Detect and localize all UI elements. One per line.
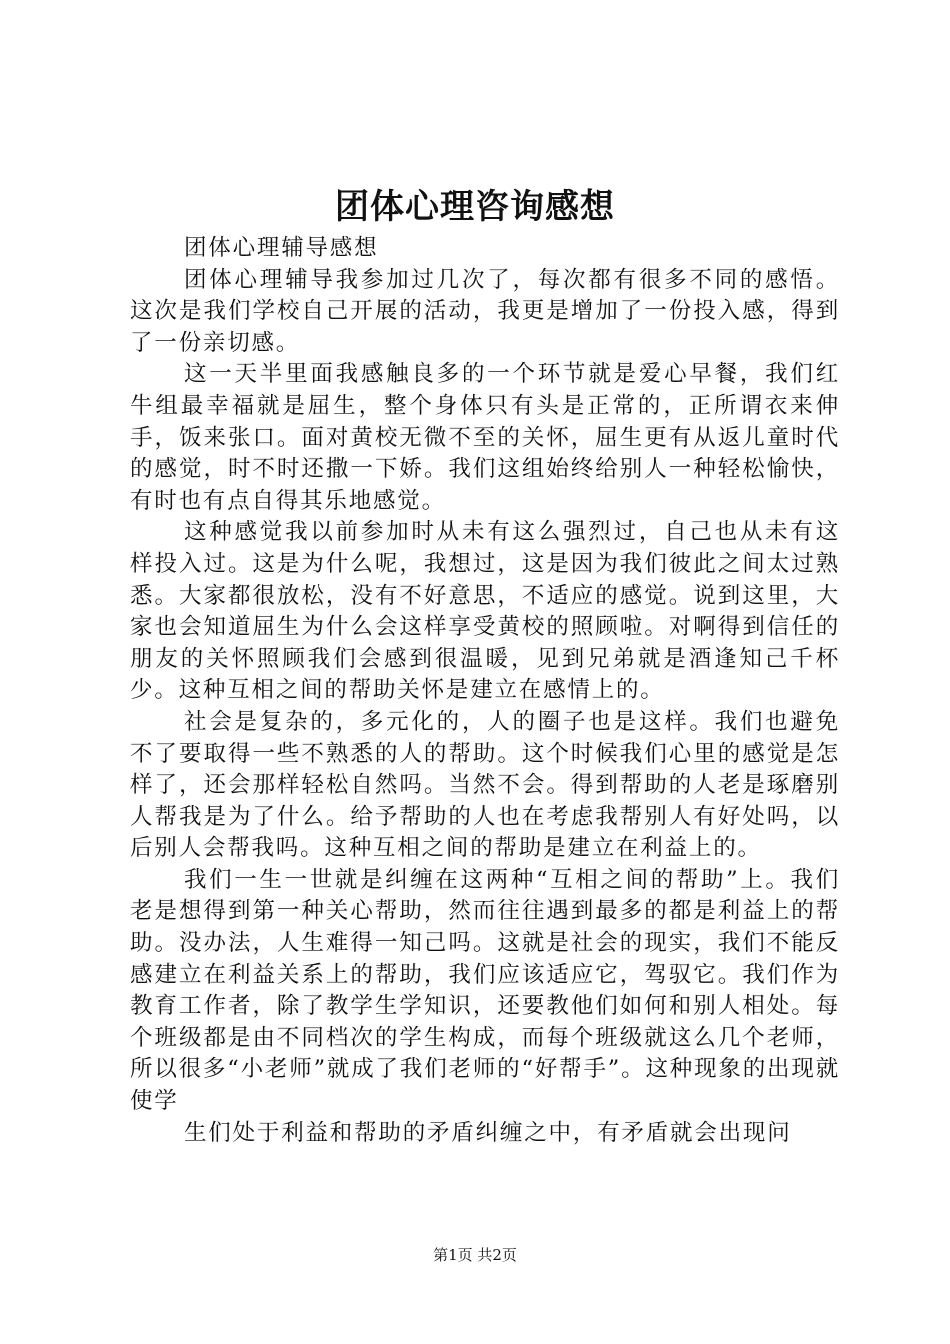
page-number-footer: 第1页 共2页 <box>433 1246 517 1264</box>
document-body <box>130 233 840 1149</box>
paragraph-subtitle: 团体心理辅导感想 <box>184 235 379 261</box>
paragraph: 社会是复杂的，多元化的，人的圈子也是这样。我们也避免不了要取得一些不熟悉的人的帮助。这个时候我们心里的感觉是怎样了，还会那样轻松自然吗。当然不会。得到帮助的人老是琢磨别人帮我是为了什么。给予帮助的人也在考虑我帮别人有好处吗，以后别人会帮我吗。这种互相之间的帮助是建立在利益上的。 <box>130 708 840 862</box>
paragraph: 这种感觉我以前参加时从未有这么强烈过，自己也从未有这样投入过。这是为什么呢，我想过，这是因为我们彼此之间太过熟悉。大家都很放松，没有不好意思，不适应的感觉。说到这里，大家也会知道屈生为什么会这样享受黄校的照顾啦。对啊得到信任的朋友的关怀照顾我们会感到很温暖，见到兄弟就是酒逢知己千杯少。这种互相之间的帮助关怀是建立在感情上的。 <box>130 519 840 704</box>
paragraph: 我们一生一世就是纠缠在这两种“互相之间的帮助”上。我们老是想得到第一种关心帮助，然而往往遇到最多的都是利益上的帮助。没办法，人生难得一知己吗。这就是社会的现实，我们不能反感建立在利益关系上的帮助，我们应该适应它，驾驭它。我们作为教育工作者，除了教学生学知识，还要教他们如何和别人相处。每个班级都是由不同档次的学生构成，而每个班级就这么几个老师，所以很多“小老师”就成了我们老师的“好帮手”。这种现象的出现就使学 <box>130 866 840 1115</box>
paragraph: 团体心理辅导我参加过几次了，每次都有很多不同的感悟。这次是我们学校自己开展的活动，我更是增加了一份投入感，得到了一份亲切感。 <box>130 266 840 356</box>
paragraph: 这一天半里面我感触良多的一个环节就是爱心早餐，我们红牛组最幸福就是屈生，整个身体只有头是正常的，正所谓衣来伸手，饭来张口。面对黄校无微不至的关怀，屈生更有从返儿童时代的感觉，时不时还撒一下娇。我们这组始终给别人一种轻松愉快，有时也有点自得其乐地感觉。 <box>130 361 840 514</box>
document-title: 团体心理咨询感想 <box>335 187 615 227</box>
paragraph: 生们处于利益和帮助的矛盾纠缠之中，有矛盾就会出现问 <box>184 1119 792 1146</box>
